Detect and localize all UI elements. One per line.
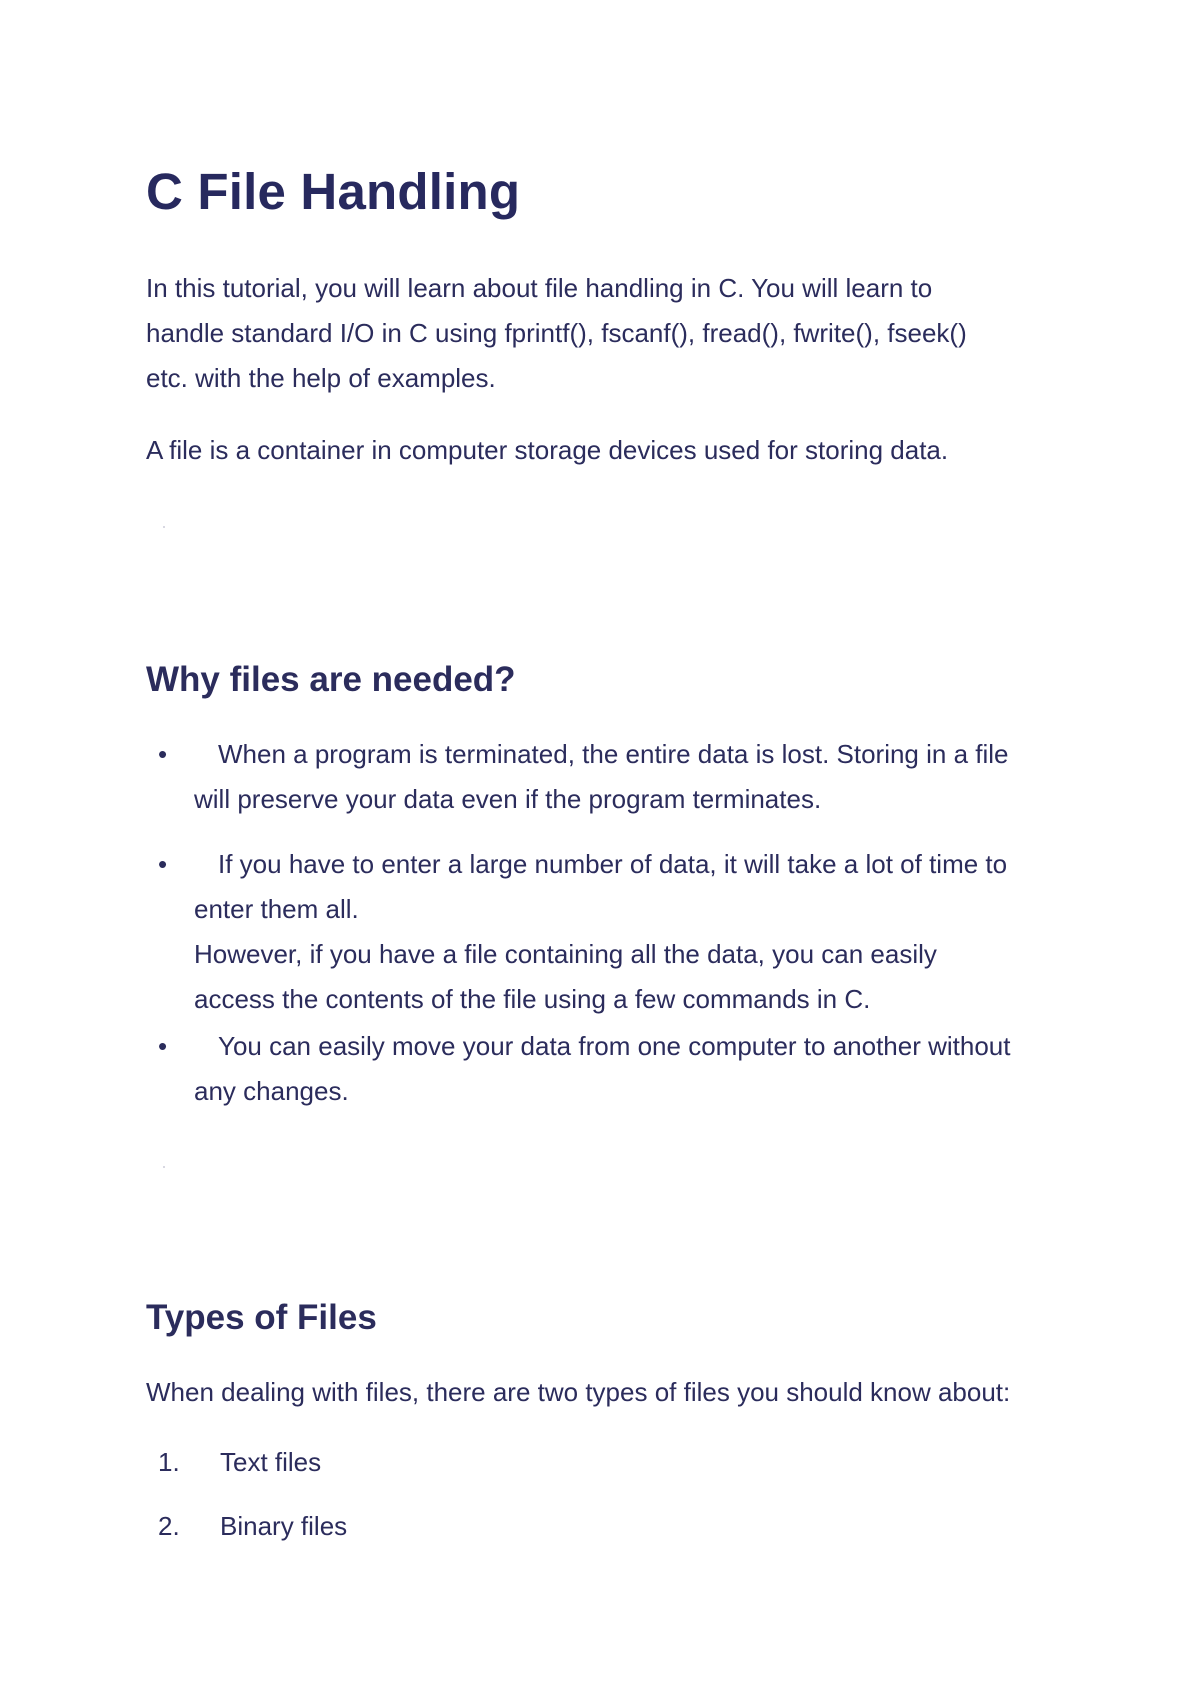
types-of-files-heading: Types of Files — [146, 1298, 377, 1337]
list-item — [158, 842, 1074, 1022]
list-item-label: Text files — [220, 1447, 322, 1477]
list-item-line: enter them all. — [194, 894, 359, 924]
list-item-label: Binary files — [220, 1511, 348, 1541]
numbered-item-binary-files — [158, 1504, 347, 1549]
numbered-item-text-files — [158, 1440, 321, 1485]
list-item-line: If you have to enter a large number of data, it will take a lot of time to — [218, 849, 1008, 879]
image-placeholder-dot — [163, 526, 165, 528]
list-item-line: will preserve your data even if the program terminates. — [194, 784, 822, 814]
image-placeholder-dot — [163, 1166, 165, 1168]
page-title: C File Handling — [146, 163, 521, 220]
list-item — [158, 1024, 1074, 1114]
list-number: 1. — [158, 1447, 180, 1477]
intro-line: etc. with the help of examples. — [146, 363, 496, 393]
bullet-icon: • — [158, 1031, 168, 1061]
list-item — [158, 732, 1074, 822]
intro-line: In this tutorial, you will learn about file handling in C. You will learn to — [146, 273, 933, 303]
definition-paragraph: A file is a container in computer storage devices used for storing data. — [146, 435, 949, 465]
why-files-heading: Why files are needed? — [146, 660, 516, 699]
list-item-line: However, if you have a file containing all the data, you can easily — [194, 939, 937, 969]
intro-paragraph — [146, 266, 1046, 401]
list-item-line: You can easily move your data from one computer to another without — [218, 1031, 1011, 1061]
list-item-line: access the contents of the file using a few commands in C. — [194, 984, 871, 1014]
bullet-icon: • — [158, 849, 168, 879]
list-item-line: any changes. — [194, 1076, 349, 1106]
list-item-line: When a program is terminated, the entire data is lost. Storing in a file — [218, 739, 1009, 769]
bullet-icon: • — [158, 739, 168, 769]
types-intro-paragraph: When dealing with files, there are two types of files you should know about: — [146, 1377, 1011, 1407]
list-number: 2. — [158, 1511, 180, 1541]
intro-line: handle standard I/O in C using fprintf(), fscanf(), fread(), fwrite(), fseek() — [146, 318, 967, 348]
